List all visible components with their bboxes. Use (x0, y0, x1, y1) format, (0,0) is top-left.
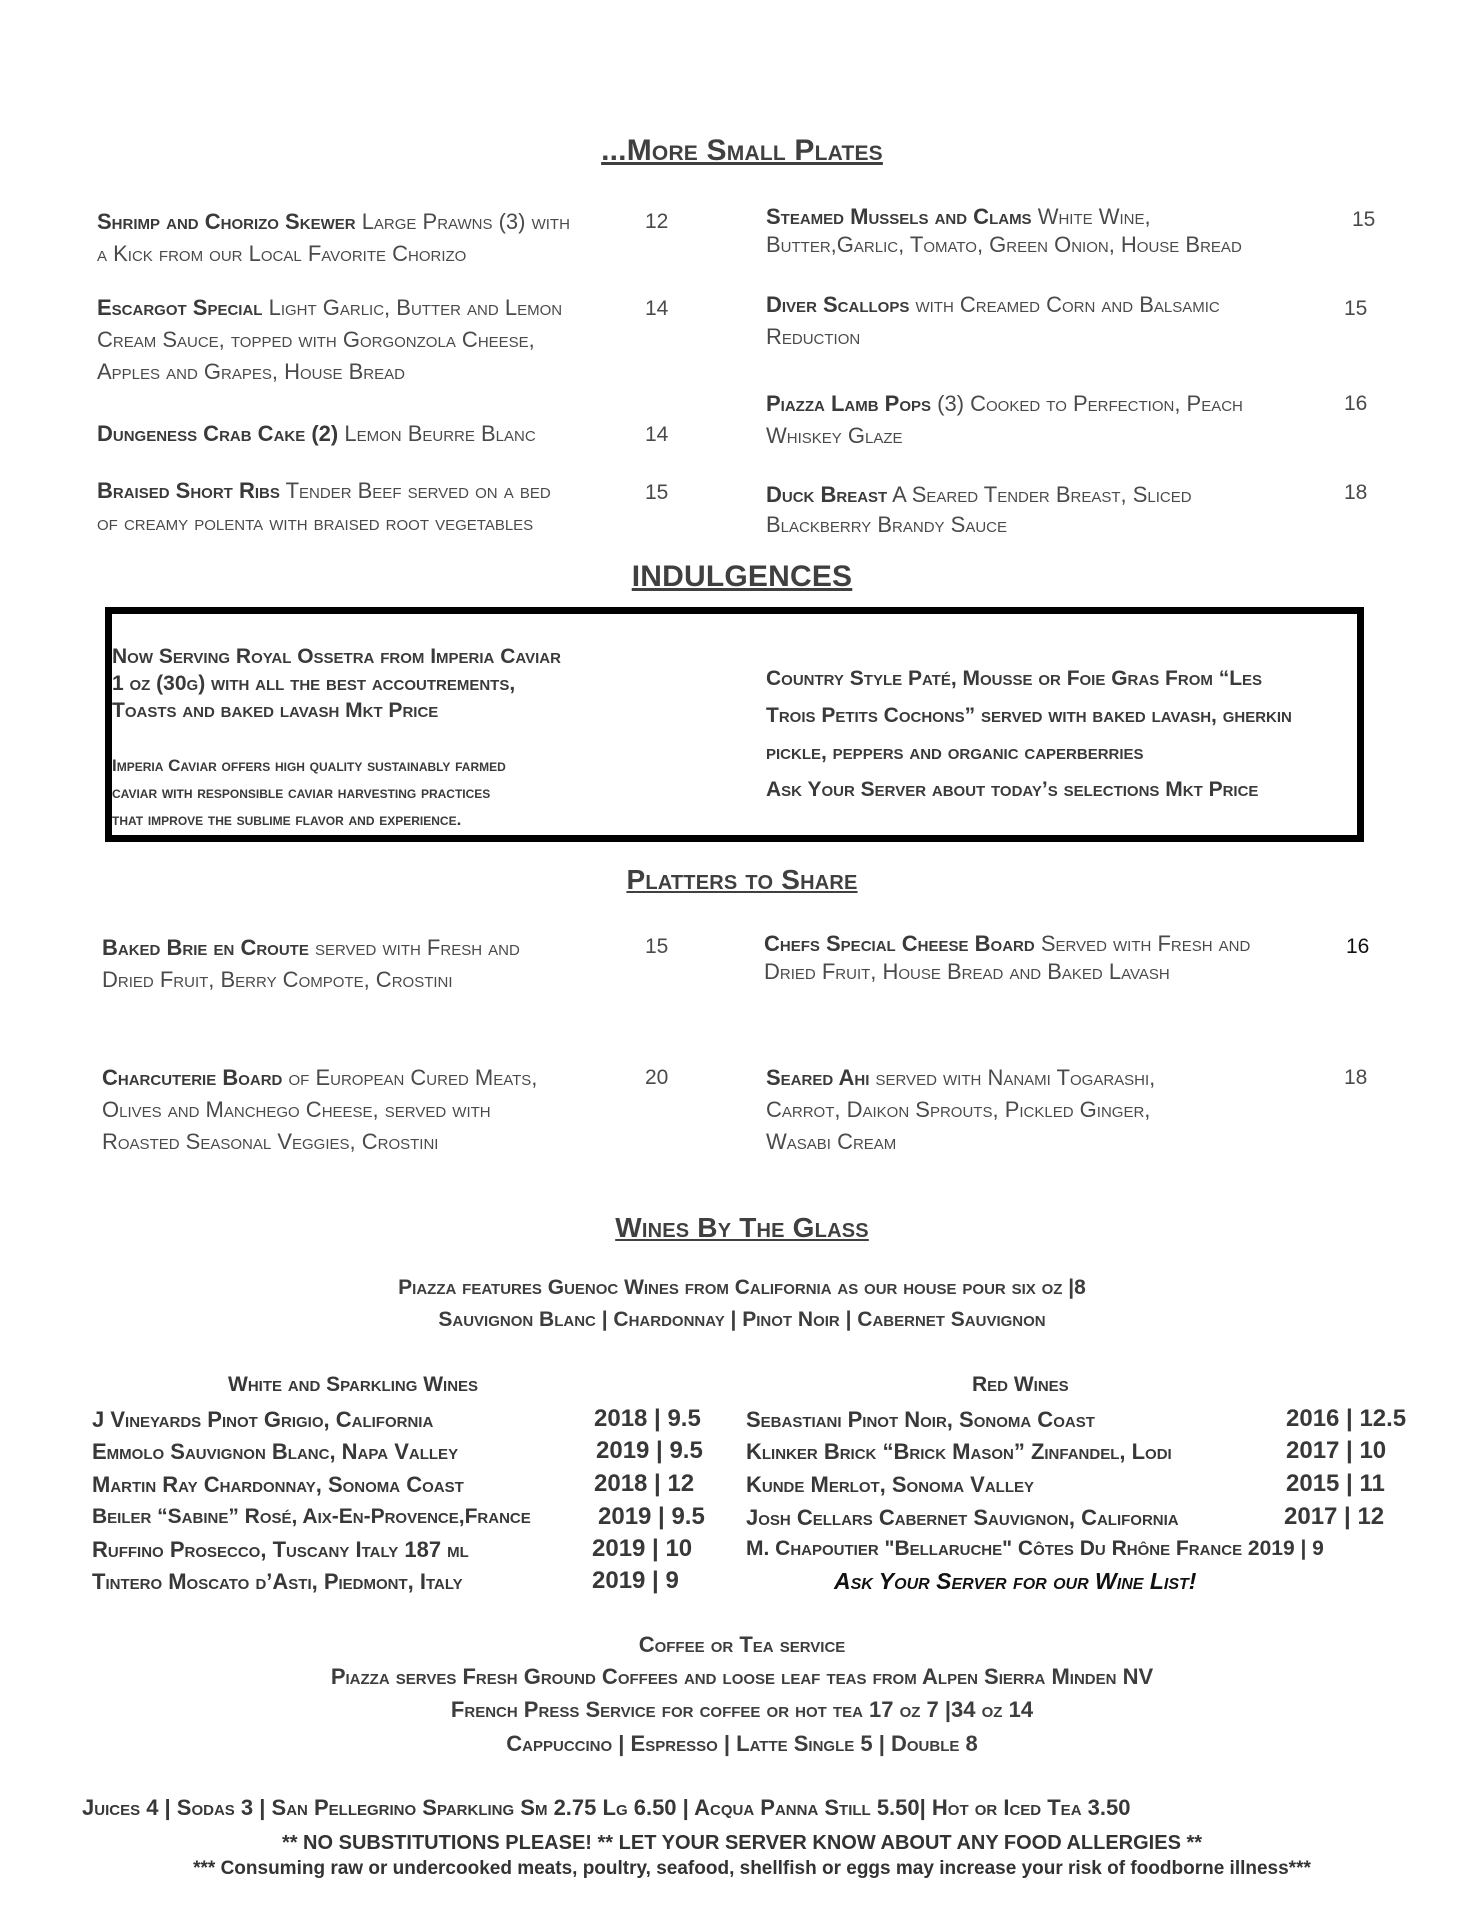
menu-item-seared-ahi: Seared Ahi served with Nanami Togarashi, Carrot, Daikon Sprouts, Pickled Ginger, Wasabi Cream (766, 1065, 1156, 1154)
menu-item-duck-breast: Duck Breast A Seared Tender Breast, Sliced Blackberry Brandy Sauce (766, 482, 1192, 537)
item-price: 16 (1346, 935, 1370, 958)
wine-list-item: Ruffino Prosecco, Tuscany Italy 187 ml (92, 1537, 469, 1562)
wine-list-item: J Vineyards Pinot Grigio, California (92, 1407, 434, 1432)
item-price: 20 (645, 1066, 669, 1089)
small-plates-heading: ...More Small Plates (601, 134, 883, 167)
wine-list-item: Kunde Merlot, Sonoma Valley (746, 1472, 1035, 1497)
menu-item-diver-scallops: Diver Scallops with Creamed Corn and Balsamic Reduction (766, 292, 1220, 349)
wine-list-item: M. Chapoutier "Bellaruche" Côtes Du Rhône France 2019 | 9 (746, 1537, 1324, 1560)
wines-heading: Wines By The Glass (615, 1212, 869, 1243)
menu-item-short-ribs: Braised Short Ribs Tender Beef served on a bed of creamy polenta with braised root vegetables (97, 478, 551, 535)
white-wines-heading: White and Sparkling Wines (228, 1373, 479, 1396)
wine-price: 2019 | 9 (592, 1567, 679, 1594)
item-price: 15 (645, 481, 669, 504)
item-price: 18 (1344, 1066, 1368, 1089)
menu-item-mussels-clams: Steamed Mussels and Clams White Wine, Butter,Garlic, Tomato, Green Onion, House Bread (766, 204, 1242, 257)
item-price: 14 (645, 297, 669, 320)
caviar-note: Imperia Caviar offers high quality sustainably farmed caviar with responsible caviar harvesting practices that improve the sublime flavor and experience. (112, 756, 506, 829)
wine-price: 2017 | 12 (1284, 1503, 1385, 1530)
house-wine-varietals: Sauvignon Blanc | Chardonnay | Pinot Noir | Cabernet Sauvignon (438, 1308, 1046, 1331)
platters-heading: Platters to Share (626, 864, 858, 895)
wine-price: 2017 | 10 (1286, 1437, 1387, 1464)
pate-offer: Country Style Paté, Mousse or Foie Gras From “Les Trois Petits Cochons” served with baked lavash, gherkin pickle, peppers and organic caperberries Ask Your Server about today’s selections Mkt Price (766, 667, 1292, 801)
menu-item-baked-brie: Baked Brie en Croute served with Fresh and Dried Fruit, Berry Compote, Crostini (102, 935, 520, 992)
espresso-line: Cappuccino | Espresso | Latte Single 5 | Double 8 (506, 1731, 978, 1756)
house-wine-line: Piazza features Guenoc Wines from California as our house pour six oz |8 (398, 1276, 1086, 1299)
wine-list-item: Martin Ray Chardonnay, Sonoma Coast (92, 1472, 464, 1497)
wine-list-item: Tintero Moscato d’Asti, Piedmont, Italy (92, 1569, 463, 1594)
red-wines-heading: Red Wines (972, 1373, 1069, 1396)
french-press-line: French Press Service for coffee or hot tea 17 oz 7 |34 oz 14 (450, 1697, 1034, 1722)
wine-list-item: Emmolo Sauvignon Blanc, Napa Valley (92, 1439, 459, 1464)
wine-price: 2019 | 9.5 (598, 1503, 705, 1530)
menu-item-escargot: Escargot Special Light Garlic, Butter and Lemon Cream Sauce, topped with Gorgonzola Cheese, Apples and Grapes, House Bread (97, 295, 563, 384)
wine-list-note: Ask Your Server for our Wine List! (834, 1568, 1197, 1594)
wine-list-item: Sebastiani Pinot Noir, Sonoma Coast (746, 1407, 1095, 1432)
drinks-line: Juices 4 | Sodas 3 | San Pellegrino Sparkling Sm 2.75 Lg 6.50 | Acqua Panna Still 5.50| Hot or Iced Tea 3.50 (82, 1795, 1131, 1820)
wine-price: 2018 | 9.5 (594, 1405, 701, 1432)
item-price: 15 (645, 935, 669, 958)
item-price: 12 (645, 210, 669, 233)
menu-item-shrimp-chorizo: Shrimp and Chorizo Skewer Large Prawns (3) with a Kick from our Local Favorite Chorizo (97, 209, 570, 266)
foodborne-warning: *** Consuming raw or undercooked meats, poultry, seafood, shellfish or eggs may increase your risk of foodborne illness*** (193, 1858, 1311, 1879)
wine-list-item: Josh Cellars Cabernet Sauvignon, California (746, 1505, 1179, 1530)
item-price: 16 (1344, 392, 1368, 415)
menu-item-crab-cake: Dungeness Crab Cake (2) Lemon Beurre Blanc (97, 421, 536, 446)
wine-list-item: Beiler “Sabine” Rosé, Aix-En-Provence,France (92, 1505, 531, 1528)
no-substitutions-note: ** NO SUBSTITUTIONS PLEASE! ** LET YOUR SERVER KNOW ABOUT ANY FOOD ALLERGIES ** (281, 1832, 1203, 1854)
item-price: 14 (645, 423, 669, 446)
coffee-heading: Coffee or Tea service (638, 1632, 846, 1657)
coffee-line: Piazza serves Fresh Ground Coffees and loose leaf teas from Alpen Sierra Minden NV (330, 1664, 1154, 1689)
item-price: 15 (1344, 297, 1368, 320)
item-price: 15 (1352, 208, 1376, 231)
wine-price: 2019 | 9.5 (596, 1437, 703, 1464)
item-price: 18 (1344, 481, 1368, 504)
menu-item-charcuterie: Charcuterie Board of European Cured Meats, Olives and Manchego Cheese, served with Roasted Seasonal Veggies, Crostini (102, 1065, 538, 1154)
wine-list-item: Klinker Brick “Brick Mason” Zinfandel, Lodi (746, 1439, 1172, 1464)
caviar-offer: Now Serving Royal Ossetra from Imperia Caviar 1 oz (30g) with all the best accoutrements, Toasts and baked lavash Mkt Price (112, 645, 561, 722)
menu-item-lamb-pops: Piazza Lamb Pops (3) Cooked to Perfection, Peach Whiskey Glaze (766, 391, 1243, 448)
indulgences-heading: INDULGENCES (631, 560, 853, 593)
wine-price: 2018 | 12 (594, 1470, 695, 1497)
menu-item-cheese-board: Chefs Special Cheese Board Served with Fresh and Dried Fruit, House Bread and Baked Lavash (764, 931, 1251, 984)
wine-price: 2015 | 11 (1286, 1470, 1385, 1497)
wine-price: 2019 | 10 (592, 1535, 693, 1562)
wine-price: 2016 | 12.5 (1286, 1405, 1407, 1432)
